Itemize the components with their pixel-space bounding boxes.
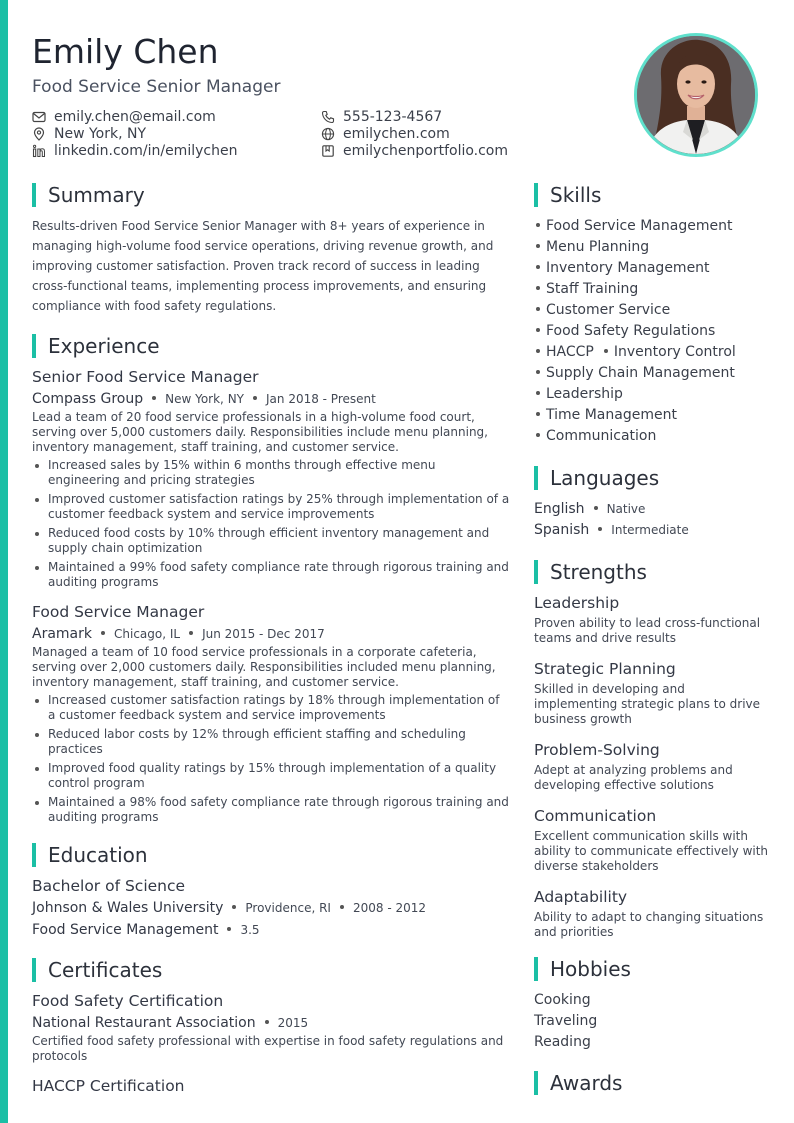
profile-photo [634,33,758,157]
right-column [534,182,770,1104]
bookmark-icon [321,144,335,158]
section-heading-text: Skills [550,183,602,207]
job-entry [32,367,510,590]
separator-dot [189,631,193,635]
contact-website[interactable] [321,125,450,142]
experience-heading [32,333,510,359]
separator-dot [340,905,344,909]
resume-header [32,30,602,99]
strength-item [534,593,770,646]
education-section [32,842,510,940]
skill-item: Food Safety Regulations [534,321,770,342]
job-dates: Jun 2015 - Dec 2017 [202,627,325,641]
hobbies-section [534,956,770,1053]
skill-item: Menu Planning [534,237,770,258]
contact-linkedin[interactable] [32,142,237,159]
skill-item: Communication [534,426,770,447]
section-heading-text: Languages [550,466,660,490]
job-title: Food Service Manager [32,603,205,621]
linkedin-text: linkedin.com/in/emilychen [54,142,238,159]
section-heading-text: Hobbies [550,957,631,981]
strength-title: Strategic Planning [534,660,676,678]
mail-icon [32,110,46,124]
section-marker [534,560,538,584]
contact-location [32,125,146,142]
left-column [32,182,510,1096]
job-description: Managed a team of 10 food service professionals in a corporate cafeteria, serving over 2,000 customers daily. Responsibilities included menu planning, inventory management, staff training, and customer service. [32,645,496,689]
language-level: Intermediate [611,523,689,537]
strength-description: Adept at analyzing problems and developing effective solutions [534,763,733,792]
achievement-item: Maintained a 99% food safety compliance rate through rigorous training and auditing programs [32,560,510,590]
strength-title: Adaptability [534,888,628,906]
certificate-issuer: National Restaurant Association [32,1015,256,1031]
strength-title: Leadership [534,594,620,612]
strengths-section [534,559,770,940]
job-dates: Jan 2018 - Present [266,392,376,406]
summary-heading [32,182,510,208]
language-name: Spanish [534,522,590,538]
certificate-name: HACCP Certification [32,1077,185,1095]
candidate-name: Emily Chen [32,32,219,71]
degree: Bachelor of Science [32,877,186,895]
skills-heading [534,182,770,208]
language-name: English [534,501,585,517]
language-level: Native [606,502,646,516]
certificate-entry [32,1076,510,1096]
contact-portfolio[interactable] [321,142,508,159]
gpa: 3.5 [240,923,260,937]
contact-email[interactable] [32,108,216,125]
job-meta [32,624,510,644]
section-marker [534,466,538,490]
skills-list [534,216,770,447]
certificate-name: Food Safety Certification [32,992,224,1010]
strength-description: Skilled in developing and implementing strategic plans to drive business growth [534,682,761,726]
section-heading-text: Education [48,843,148,867]
strength-item [534,806,770,874]
separator-dot [253,396,257,400]
hobby-item: Traveling [534,1013,598,1029]
job-company: Aramark [32,626,92,642]
achievement-item: Reduced food costs by 10% through efficient inventory management and supply chain optimization [32,526,510,556]
strength-description: Excellent communication skills with ability to communicate effectively with diverse stakeholders [534,829,769,873]
skill-item: Time Management [534,405,770,426]
certificate-meta [32,1013,510,1033]
section-heading-text: Certificates [48,958,163,982]
summary-section [32,182,510,316]
skill-item: Staff Training [534,279,770,300]
achievement-item: Improved food quality ratings by 15% through implementation of a quality control program [32,761,510,791]
strength-item [534,740,770,793]
strength-item [534,887,770,940]
section-marker [32,958,36,982]
separator-dot [232,905,236,909]
job-title: Senior Food Service Manager [32,368,259,386]
separator-dot [594,506,598,510]
languages-section [534,465,770,541]
certificates-heading [32,957,510,983]
achievement-item: Increased sales by 15% within 6 months through effective menu engineering and pricing strategies [32,458,510,488]
strength-description: Ability to adapt to changing situations and priorities [534,910,764,939]
email-text: emily.chen@email.com [54,108,216,125]
skill-item: Inventory Management [534,258,770,279]
profile-photo-illustration [637,36,755,154]
major-meta [32,920,510,940]
section-heading-text: Experience [48,334,160,358]
school-name: Johnson & Wales University [32,900,224,916]
separator-dot [152,396,156,400]
language-item [534,520,770,541]
job-meta [32,389,510,409]
job-achievements [32,458,510,590]
experience-section [32,333,510,825]
education-meta [32,898,510,918]
job-location: Chicago, IL [114,627,181,641]
phone-icon [321,110,335,124]
certificates-section [32,957,510,1096]
certificate-entry [32,991,510,1064]
phone-text: 555-123-4567 [343,108,443,125]
section-marker [32,334,36,358]
achievement-item: Reduced labor costs by 12% through efficient staffing and scheduling practices [32,727,510,757]
linkedin-icon [32,144,46,158]
separator-dot [227,927,231,931]
separator-dot [101,631,105,635]
job-location: New York, NY [165,392,244,406]
languages-heading [534,465,770,491]
accent-bar [0,0,8,1123]
job-achievements [32,693,510,825]
section-heading-text: Summary [48,183,145,207]
strength-description: Proven ability to lead cross-functional teams and drive results [534,616,761,645]
certificate-year: 2015 [277,1016,309,1030]
skill-item: Leadership [534,384,770,405]
strength-title: Communication [534,807,657,825]
education-dates: 2008 - 2012 [352,901,427,915]
job-description: Lead a team of 20 food service professionals in a high-volume food court, serving over 5,000 customers daily. Responsibilities include menu planning, inventory management, staff training, and customer service. [32,410,488,454]
section-marker [534,957,538,981]
achievement-item: Maintained a 98% food safety compliance rate through rigorous training and auditing programs [32,795,510,825]
skill-item: Supply Chain Management [534,363,770,384]
section-heading-text: Awards [550,1071,623,1095]
separator-dot [265,1020,269,1024]
language-item [534,499,770,520]
strength-title: Problem-Solving [534,741,660,759]
school-location: Providence, RI [245,901,331,915]
globe-icon [321,127,335,141]
skill-item: Customer Service [534,300,770,321]
strength-item [534,659,770,727]
portfolio-text: emilychenportfolio.com [343,142,509,159]
hobby-item: Reading [534,1034,591,1050]
major: Food Service Management [32,922,219,938]
skill-item: HACCP Inventory Control [534,342,770,363]
candidate-title: Food Service Senior Manager [32,77,281,97]
education-heading [32,842,510,868]
location-text: New York, NY [54,125,147,142]
job-company: Compass Group [32,391,144,407]
section-marker [534,183,538,207]
section-marker [32,843,36,867]
section-marker [534,1071,538,1095]
website-text: emilychen.com [343,125,450,142]
summary-text: Results-driven Food Service Senior Manager with 8+ years of experience in managing high-volume food service operations, driving revenue growth, and improving customer satisfaction. Proven track record of success in leading cross-functional teams, implementing process improvements, and ensuring compliance with food safety regulations. [32,219,494,313]
certificate-description: Certified food safety professional with expertise in food safety regulations and protocols [32,1034,504,1063]
awards-heading [534,1070,770,1096]
hobby-item: Cooking [534,992,591,1008]
location-pin-icon [32,127,46,141]
contact-phone[interactable] [321,108,442,125]
awards-section [534,1070,770,1096]
separator-dot [598,527,602,531]
strengths-heading [534,559,770,585]
achievement-item: Improved customer satisfaction ratings by 25% through implementation of a customer feedback system and service improvements [32,492,510,522]
hobbies-heading [534,956,770,982]
skill-item: Food Service Management [534,216,770,237]
skills-section [534,182,770,447]
section-heading-text: Strengths [550,560,647,584]
section-marker [32,183,36,207]
job-entry [32,602,510,825]
achievement-item: Increased customer satisfaction ratings by 18% through implementation of a customer feedback system and service improvements [32,693,510,723]
